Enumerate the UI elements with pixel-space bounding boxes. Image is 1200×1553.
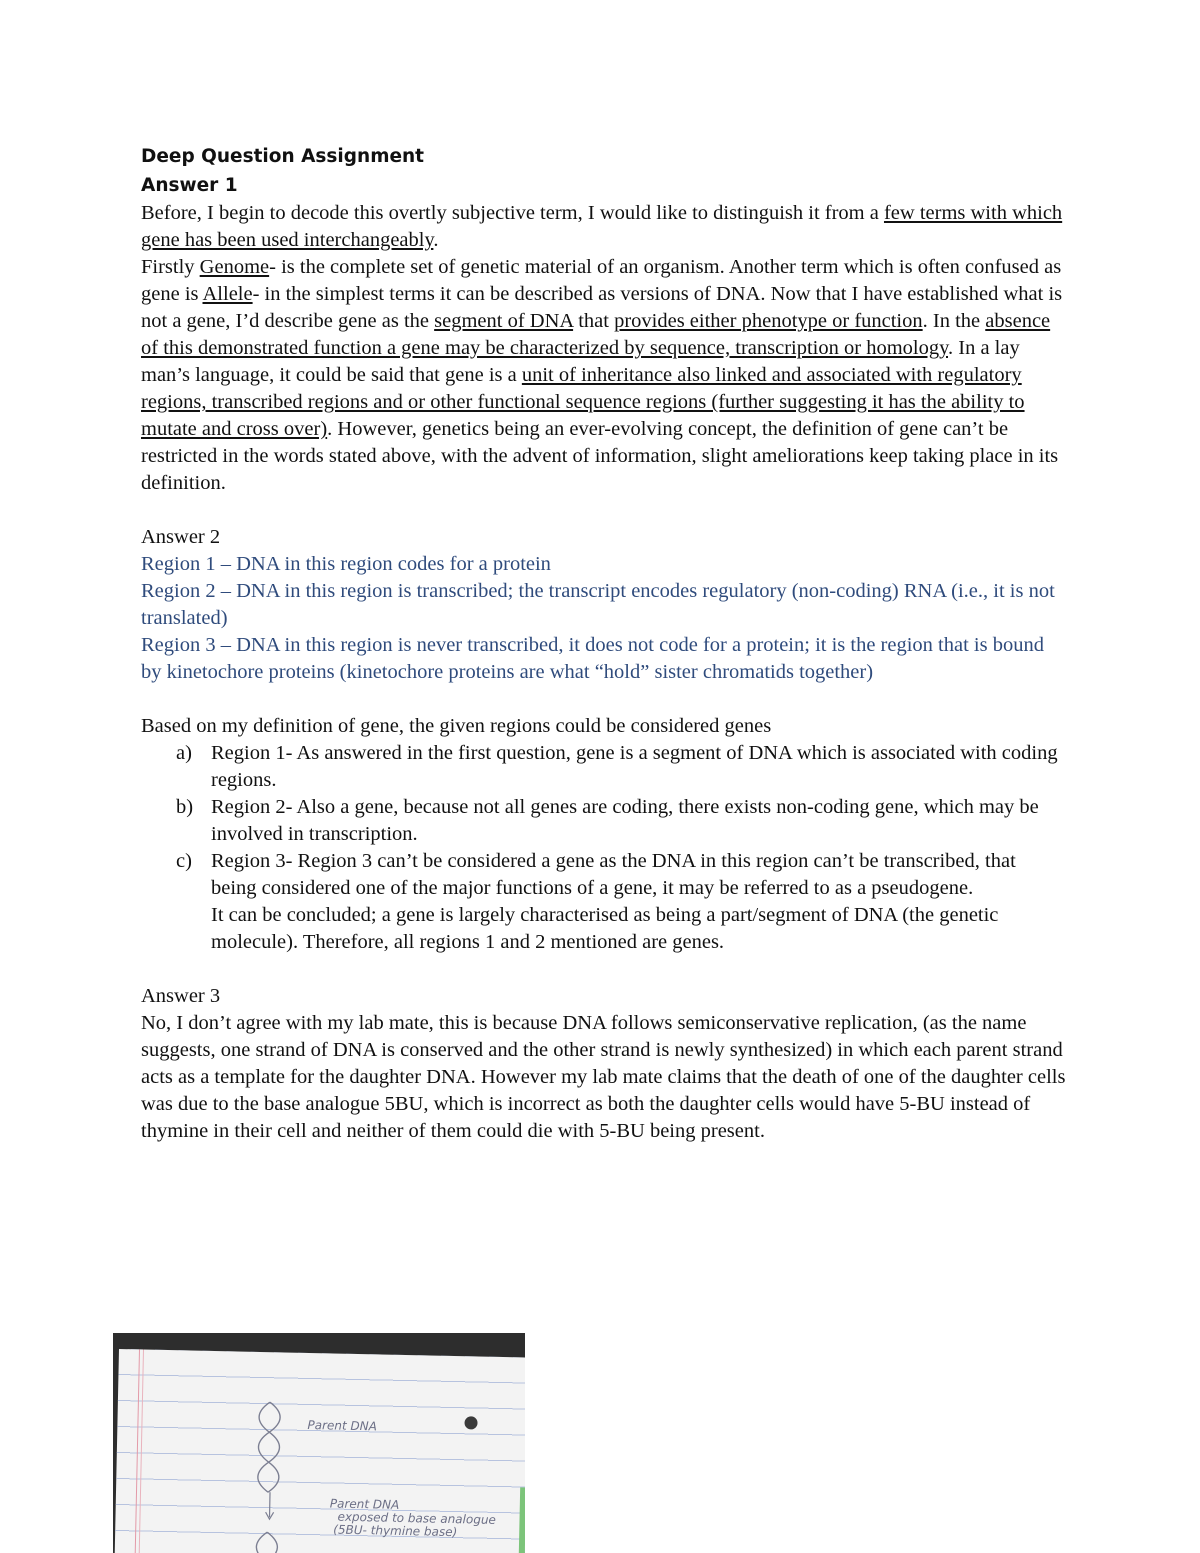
- answer3-paragraph: No, I don’t agree with my lab mate, this is because DNA follows semiconservative replication, (as the name suggests, one strand of DNA is conserved and the other strand is newly synthesized) in which each parent strand acts as a template for the daughter DNA. However my lab mate claims that the death of one of the daughter cells was due to the base analogue 5BU, which is incorrect as both the daughter cells would have 5-BU instead of thymine in their cell and neither of them could die with 5-BU being present.: [141, 1012, 1066, 1142]
- exposed-dna-label: Parent DNA exposed to base analogue (5BU- thymine base): [329, 1496, 497, 1540]
- answer2-intro: Based on my definition of gene, the given regions could be considered genes: [141, 715, 772, 737]
- notebook-sheet: [114, 1349, 525, 1553]
- binder-hole: [464, 1416, 477, 1429]
- region-2-description: Region 2 – DNA in this region is transcribed; the transcript encodes regulatory (non-coding) RNA (i.e., it is not translated): [141, 580, 1055, 629]
- list-item: a) Region 1- As answered in the first question, gene is a segment of DNA which is associated with coding regions.: [176, 742, 1058, 791]
- document-title: Deep Question Assignment: [141, 146, 425, 167]
- answer1-heading: Answer 1: [141, 175, 238, 196]
- list-item: c) Region 3- Region 3 can’t be considered a gene as the DNA in this region can’t be transcribed, that being considered one of the major functions of a gene, it may be referred to as a pseudogene. It can be concluded; a gene is largely characterised as being a part/segment of DNA (the genetic molecule). Therefore, all regions 1 and 2 mentioned are genes.: [176, 850, 1016, 953]
- answer2-heading: Answer 2: [141, 526, 221, 548]
- answer1-intro-paragraph: Before, I begin to decode this overtly subjective term, I would like to distinguish it from a few terms with which gene has been used interchangeably.: [141, 202, 1063, 251]
- answer3-heading: Answer 3: [141, 985, 221, 1007]
- answer1-definition-paragraph: Firstly Genome- is the complete set of genetic material of an organism. Another term which is often confused as gene is Allele- in the simplest terms it can be described as versions of DNA. Now that I have established what is not a gene, I’d describe gene as the segment of DNA that provides either phenotype or function. In the absence of this demonstrated function a gene may be characterized by sequence, transcription or homology. In a lay man’s language, it could be said that gene is a unit of inheritance also linked and associated with regulatory regions, transcribed regions and or other functional sequence regions (further suggesting it has the ability to mutate and cross over). However, genetics being an ever-evolving concept, the definition of gene can’t be restricted in the words stated above, with the advent of information, slight ameliorations keep taking place in its definition.: [141, 256, 1063, 494]
- dna-helix-drawing: [253, 1392, 298, 1553]
- region-3-description: Region 3 – DNA in this region is never transcribed, it does not code for a protein; it is the region that is bound by kinetochore proteins (kinetochore proteins are what “hold” sister chromatids together): [141, 634, 1044, 683]
- parent-dna-label: Parent DNA: [307, 1417, 378, 1434]
- answer2-conclusion: It can be concluded; a gene is largely characterised as being a part/segment of DNA (the genetic molecule). Therefore, all regions 1 and 2 mentioned are genes.: [211, 904, 999, 953]
- region-1-description: Region 1 – DNA in this region codes for a protein: [141, 553, 551, 575]
- notebook-photo: [113, 1333, 525, 1553]
- list-item: b) Region 2- Also a gene, because not all genes are coding, there exists non-coding gene, which may be involved in transcription.: [176, 796, 1039, 845]
- document-page: [141, 142, 1066, 1145]
- region-list: [141, 740, 1066, 956]
